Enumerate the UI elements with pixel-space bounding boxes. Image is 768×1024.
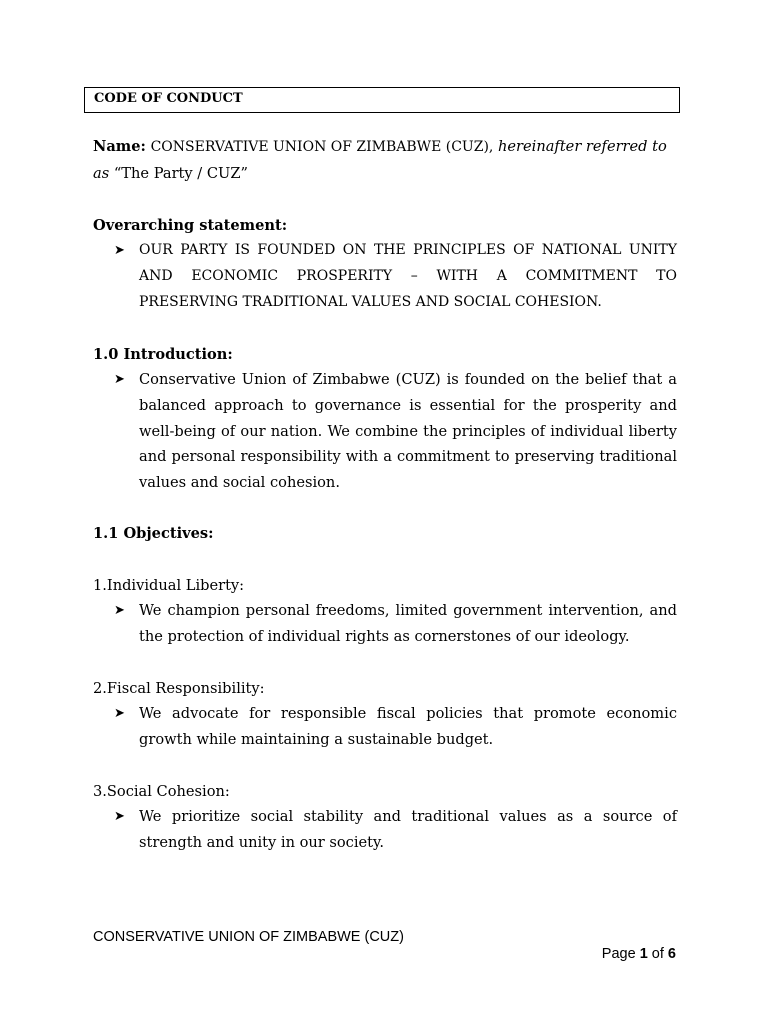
objective-title: 1.Individual Liberty: [93, 577, 245, 594]
name-section [93, 134, 677, 187]
party-alias: “The Party / CUZ” [113, 164, 248, 182]
objective-bullet [114, 701, 677, 753]
objective-text: We champion personal freedoms, limited government intervention, and the protection of individual rights as cornerstones of our ideology. [139, 602, 677, 645]
objective-text: We advocate for responsible fiscal policies that promote economic growth while maintaining a sustainable budget. [139, 705, 677, 748]
arrowhead-bullet-icon: ➤ [114, 243, 125, 258]
current-page: 1 [639, 946, 648, 962]
objective-title: 3.Social Cohesion: [93, 783, 230, 800]
objectives-heading: 1.1 Objectives: [93, 525, 214, 542]
referred-note: hereinafter referred to as [93, 138, 667, 182]
page-number: Page 1 of 6 [601, 946, 676, 962]
objective-bullet [114, 804, 677, 856]
overarching-bullet [114, 238, 677, 315]
objective-bullet [114, 598, 677, 650]
arrowhead-bullet-icon: ➤ [114, 809, 125, 824]
total-pages: 6 [667, 946, 676, 962]
arrowhead-bullet-icon: ➤ [114, 706, 125, 721]
introduction-heading: 1.0 Introduction: [93, 346, 233, 363]
name-label: Name: [93, 138, 146, 155]
objective-text: We prioritize social stability and traditional values as a source of strength and unity in our society. [139, 808, 677, 851]
introduction-text: Conservative Union of Zimbabwe (CUZ) is founded on the belief that a balanced approach to governance is essential for the prosperity and well-being of our nation. We combine the principles of individual liberty and personal responsibility with a commitment to preserving traditional values and social cohesion. [139, 371, 677, 492]
arrowhead-bullet-icon: ➤ [114, 372, 125, 387]
arrowhead-bullet-icon: ➤ [114, 603, 125, 618]
introduction-bullet [114, 367, 677, 496]
objective-title: 2.Fiscal Responsibility: [93, 680, 265, 697]
document-title: CODE OF CONDUCT [94, 91, 243, 106]
code-of-conduct-title-box [84, 87, 680, 113]
footer-org-name: CONSERVATIVE UNION OF ZIMBABWE (CUZ) [93, 929, 404, 945]
party-name: CONSERVATIVE UNION OF ZIMBABWE (CUZ), [150, 139, 494, 155]
overarching-statement: OUR PARTY IS FOUNDED ON THE PRINCIPLES OF NATIONAL UNITY AND ECONOMIC PROSPERITY – WITH A COMMITMENT TO PRESERVING TRADITIONAL VALUES AND SOCIAL COHESION. [139, 242, 677, 310]
overarching-heading: Overarching statement: [93, 217, 288, 234]
